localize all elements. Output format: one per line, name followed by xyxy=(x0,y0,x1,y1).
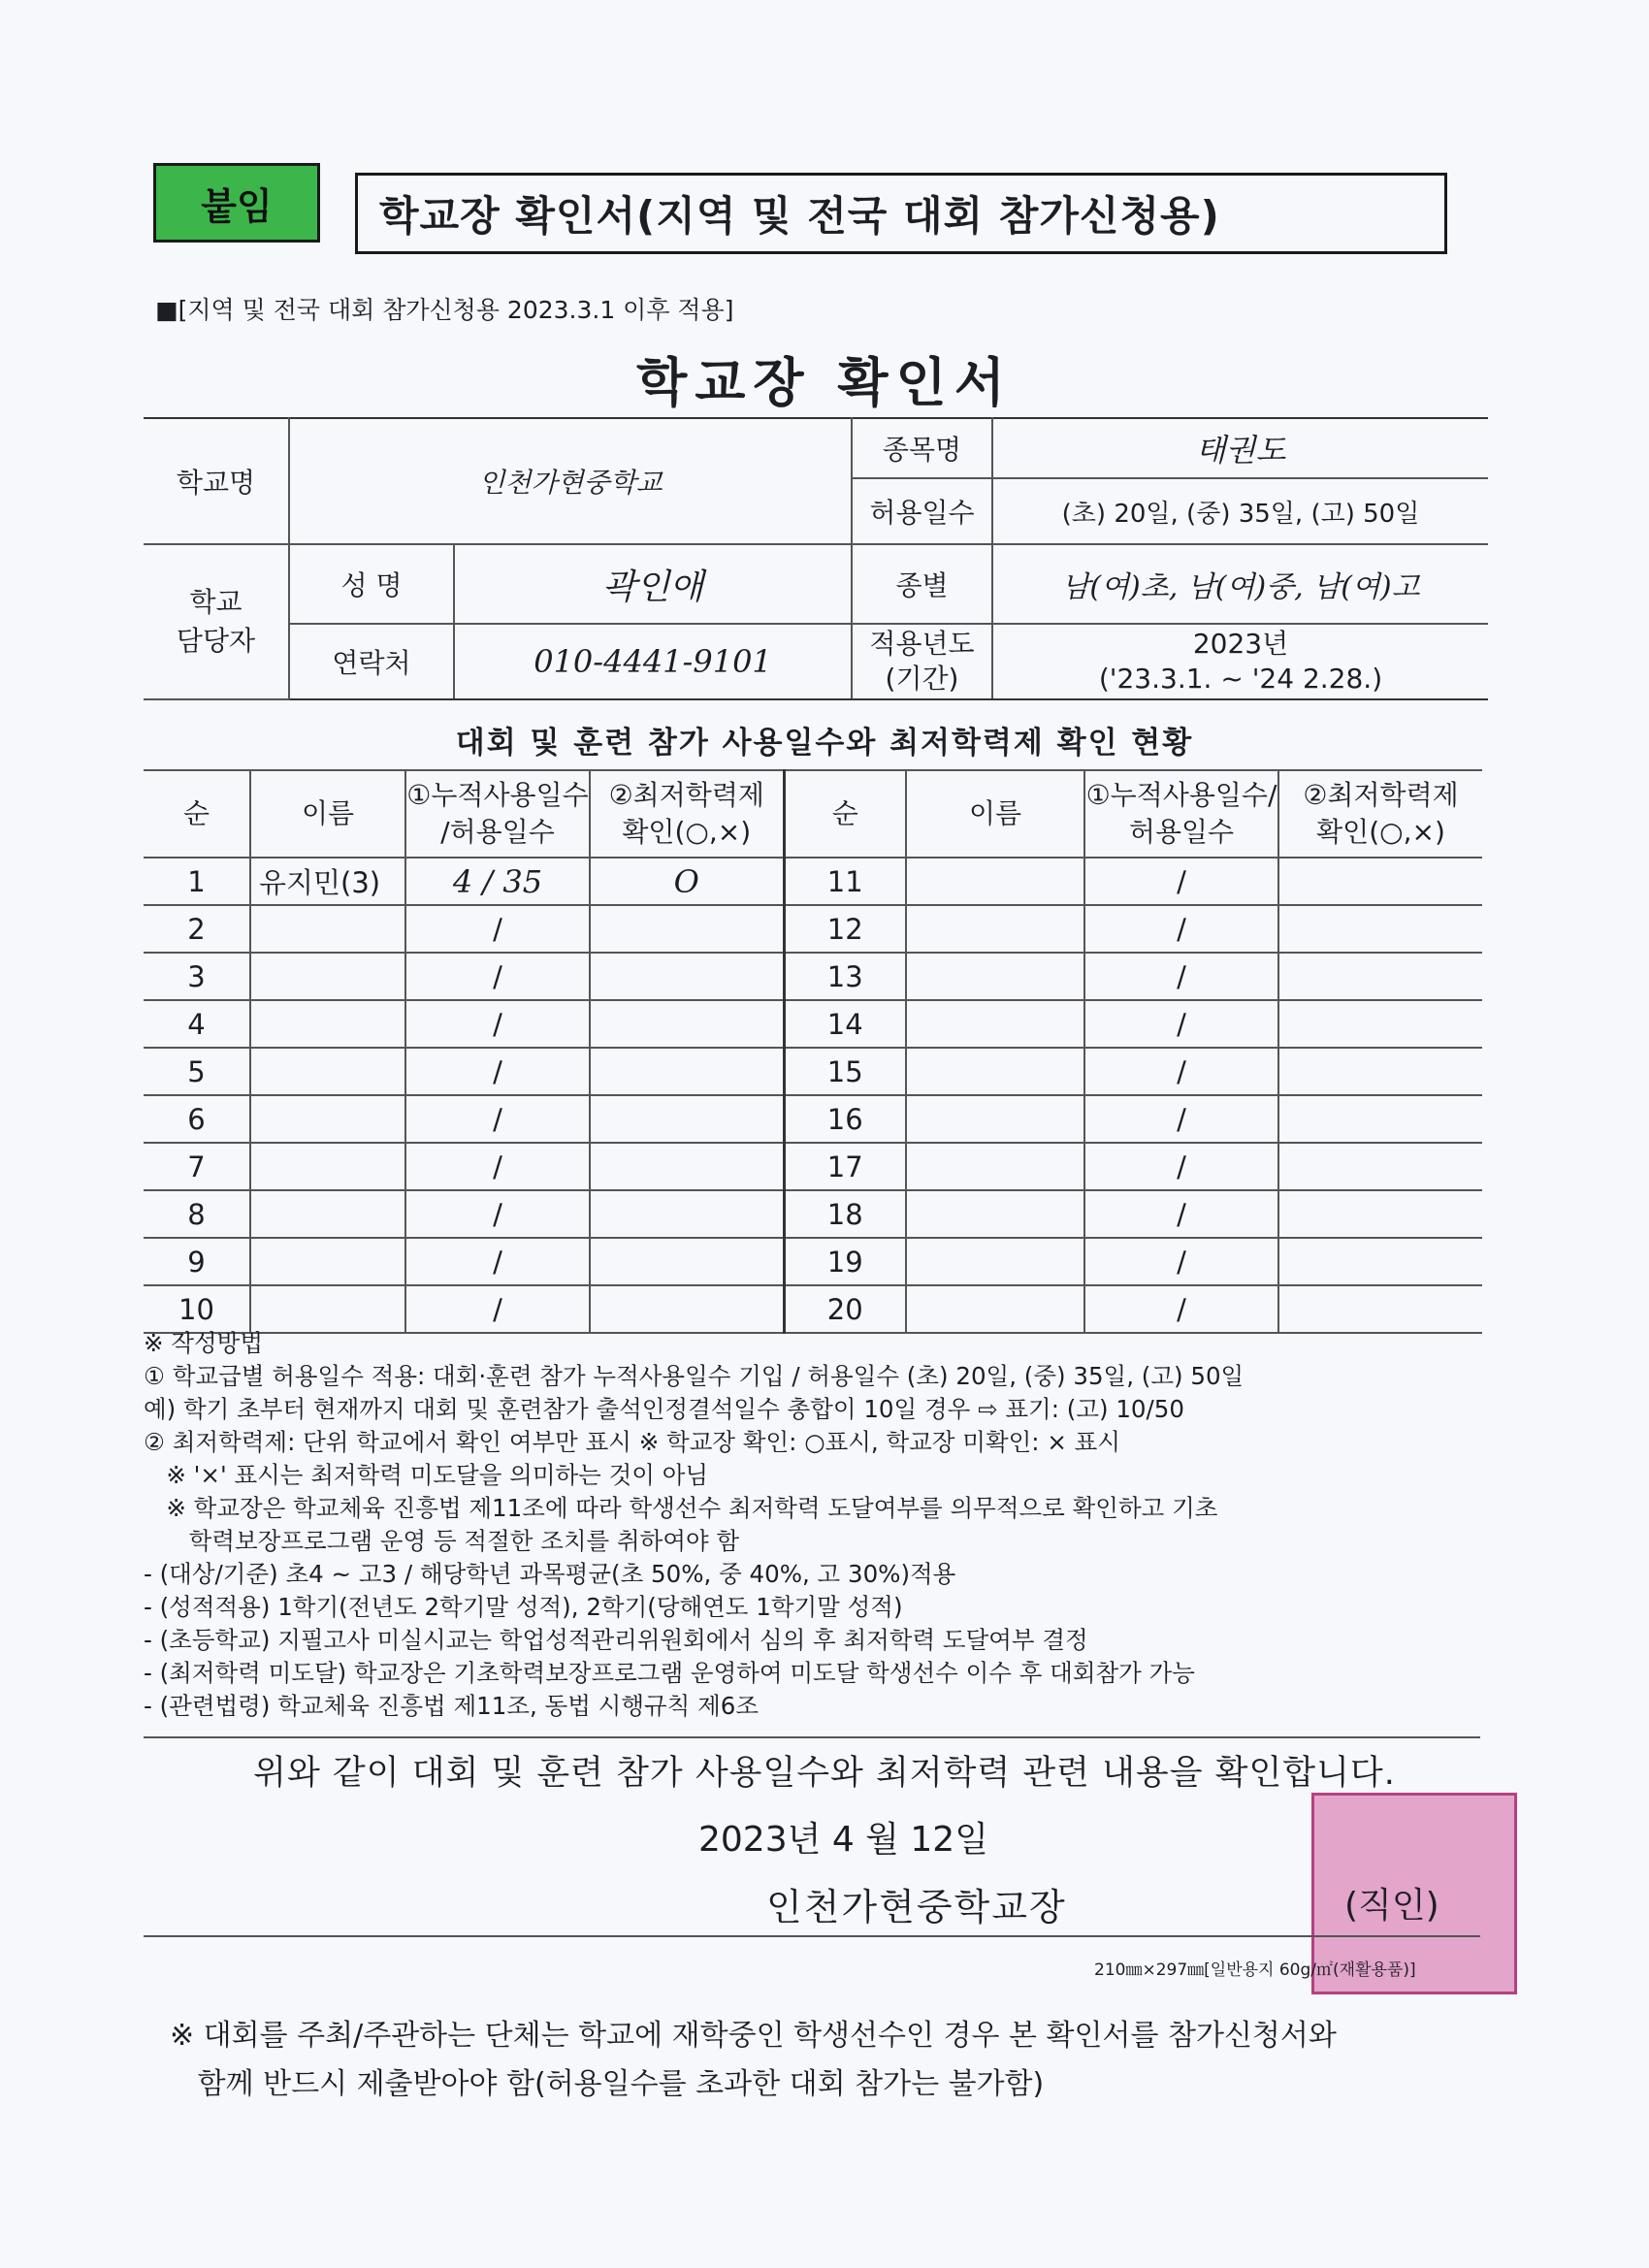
year-period: ('23.3.1. ~ '24 2.28.) xyxy=(1098,663,1383,695)
row-no: 3 xyxy=(144,953,250,1000)
row-days: / xyxy=(405,1190,590,1238)
row-name xyxy=(906,1143,1084,1190)
note-line: - (대상/기준) 초4 ~ 고3 / 해당학년 과목평균(초 50%, 중 40%, 고 30%)적용 xyxy=(144,1560,956,1588)
row-no: 13 xyxy=(784,953,906,1000)
row-days: / xyxy=(405,1000,590,1048)
row-days: / xyxy=(405,1143,590,1190)
row-name xyxy=(906,858,1084,905)
contact-label: 연락처 xyxy=(289,624,454,699)
row-days: 4 / 35 xyxy=(405,858,590,905)
row-no: 20 xyxy=(784,1285,906,1333)
row-days: / xyxy=(1084,1000,1278,1048)
note-line: ① 학교급별 허용일수 적용: 대회·훈련 참가 누적사용일수 기입 / 허용일수 (초) 20일, (중) 35일, (고) 50일 xyxy=(144,1362,1245,1390)
year-value: 2023년 xyxy=(1192,628,1289,660)
row-no: 1 xyxy=(144,858,250,905)
row-name xyxy=(906,1048,1084,1095)
col-name-header: 이름 xyxy=(250,770,405,858)
col-no-header: 순 xyxy=(144,770,250,858)
note-line: - (초등학교) 지필고사 미실시교는 학업성적관리위원회에서 심의 후 최저학력 도달여부 결정 xyxy=(144,1626,1088,1654)
row-name xyxy=(250,1095,405,1143)
row-name xyxy=(906,1238,1084,1285)
row-name xyxy=(906,1190,1084,1238)
row-no: 9 xyxy=(144,1238,250,1285)
row-check xyxy=(590,905,784,953)
row-no: 11 xyxy=(784,858,906,905)
row-check xyxy=(1278,953,1482,1000)
row-name xyxy=(250,1143,405,1190)
row-days: / xyxy=(1084,1238,1278,1285)
row-check xyxy=(1278,1143,1482,1190)
col-days-header: ①누적사용일수 /허용일수 xyxy=(405,770,590,858)
table-row xyxy=(144,1143,1482,1190)
row-no: 19 xyxy=(784,1238,906,1285)
table-row xyxy=(144,1000,1482,1048)
row-check xyxy=(1278,1095,1482,1143)
row-days: / xyxy=(405,1285,590,1333)
row-days: / xyxy=(1084,1285,1278,1333)
table-row xyxy=(144,953,1482,1000)
row-no: 18 xyxy=(784,1190,906,1238)
row-name xyxy=(906,1285,1084,1333)
row-name xyxy=(250,905,405,953)
seal-label: (직인) xyxy=(1344,1886,1439,1926)
row-no: 5 xyxy=(144,1048,250,1095)
manager-name-label: 성 명 xyxy=(289,544,454,624)
row-no: 10 xyxy=(144,1285,250,1333)
row-days: / xyxy=(405,1048,590,1095)
col-days-header: ①누적사용일수/ 허용일수 xyxy=(1084,770,1278,858)
col-check-header: ②최저학력제 확인(○,×) xyxy=(590,770,784,858)
row-check xyxy=(590,1238,784,1285)
row-name xyxy=(906,1000,1084,1048)
note-line: 학력보장프로그램 운영 등 적절한 조치를 취하여야 함 xyxy=(144,1527,740,1555)
col-check-header: ②최저학력제 확인(○,×) xyxy=(1278,770,1482,858)
row-no: 7 xyxy=(144,1143,250,1190)
allowed-days-label: 허용일수 xyxy=(852,478,992,544)
row-check xyxy=(1278,1285,1482,1333)
status-table xyxy=(144,769,1482,1334)
row-check xyxy=(590,1143,784,1190)
row-no: 16 xyxy=(784,1095,906,1143)
note-line: ② 최저학력제: 단위 학교에서 확인 여부만 표시 ※ 학교장 확인: ○표시, 학교장 미확인: × 표시 xyxy=(144,1428,1120,1456)
note-line: - (성적적용) 1학기(전년도 2학기말 성적), 2학기(당해연도 1학기말 성적) xyxy=(144,1593,903,1621)
row-name xyxy=(250,1048,405,1095)
allowed-days-value: (초) 20일, (중) 35일, (고) 50일 xyxy=(992,478,1488,544)
attachment-badge: 붙임 xyxy=(153,163,320,243)
row-check xyxy=(1278,1048,1482,1095)
row-check xyxy=(1278,1190,1482,1238)
table-row xyxy=(144,1048,1482,1095)
row-no: 4 xyxy=(144,1000,250,1048)
table-row xyxy=(144,905,1482,953)
applicability-note: ■[지역 및 전국 대회 참가신청용 2023.3.1 이후 적용] xyxy=(155,296,734,324)
row-days: / xyxy=(405,1238,590,1285)
row-check xyxy=(590,1285,784,1333)
table-row xyxy=(144,1238,1482,1285)
row-days: / xyxy=(1084,1143,1278,1190)
row-days: / xyxy=(1084,1190,1278,1238)
row-no: 12 xyxy=(784,905,906,953)
note-line: 예) 학기 초부터 현재까지 대회 및 훈련참가 출석인정결석일수 총합이 10일 경우 ⇨ 표기: (고) 10/50 xyxy=(144,1395,1184,1423)
row-no: 6 xyxy=(144,1095,250,1143)
note-line: ※ 학교장은 학교체육 진흥법 제11조에 따라 학생선수 최저학력 도달여부를 의무적으로 확인하고 기초 xyxy=(144,1494,1218,1522)
row-name xyxy=(906,953,1084,1000)
division-label: 종별 xyxy=(852,544,992,624)
note-line: ※ '×' 표시는 최저학력 미도달을 의미하는 것이 아님 xyxy=(144,1461,709,1489)
document-title: 학교장 확인서 xyxy=(636,352,1013,413)
status-header-row xyxy=(144,770,1482,858)
school-name-value: 인천가현중학교 xyxy=(289,418,852,544)
manager-name-value: 곽인애 xyxy=(454,544,852,624)
row-check xyxy=(590,1095,784,1143)
row-name xyxy=(906,905,1084,953)
row-name: 유지민(3) xyxy=(250,858,405,905)
row-check xyxy=(590,1048,784,1095)
form-header-title: 학교장 확인서(지역 및 전국 대회 참가신청용) xyxy=(355,173,1447,254)
sport-label: 종목명 xyxy=(852,418,992,478)
note-line: - (최저학력 미도달) 학교장은 기초학력보장프로그램 운영하여 미도달 학생선수 이수 후 대회참가 가능 xyxy=(144,1659,1195,1687)
footer-note xyxy=(170,2012,1508,2109)
manager-label: 학교 담당자 xyxy=(144,544,289,699)
footer-line: ※ 대회를 주최/주관하는 단체는 학교에 재학중인 학생선수인 경우 본 확인서를 참가신청서와 xyxy=(170,2019,1337,2053)
row-name xyxy=(906,1095,1084,1143)
row-days: / xyxy=(1084,905,1278,953)
principal-title: 인천가현중학교장 xyxy=(766,1886,1067,1928)
row-check xyxy=(1278,1000,1482,1048)
row-name xyxy=(250,1000,405,1048)
row-name xyxy=(250,1238,405,1285)
row-days: / xyxy=(405,905,590,953)
sport-value: 태권도 xyxy=(992,418,1488,478)
footer-line: 함께 반드시 제출받아야 함(허용일수를 초과한 대회 참가는 불가함) xyxy=(170,2067,1045,2101)
row-check xyxy=(1278,1238,1482,1285)
col-no-header: 순 xyxy=(784,770,906,858)
col-name-header: 이름 xyxy=(906,770,1084,858)
row-no: 17 xyxy=(784,1143,906,1190)
row-no: 2 xyxy=(144,905,250,953)
paper-spec: 210㎜×297㎜[일반용지 60g/㎡(재활용품)] xyxy=(1094,1960,1416,1980)
row-days: / xyxy=(405,1095,590,1143)
school-info-table xyxy=(144,417,1488,700)
row-check xyxy=(590,1190,784,1238)
row-check xyxy=(590,1000,784,1048)
row-days: / xyxy=(1084,1048,1278,1095)
confirmation-statement: 위와 같이 대회 및 훈련 참가 사용일수와 최저학력 관련 내용을 확인합니다. xyxy=(253,1754,1396,1793)
year-label: 적용년도 (기간) xyxy=(852,624,992,699)
row-check: O xyxy=(590,858,784,905)
row-no: 8 xyxy=(144,1190,250,1238)
table-row xyxy=(144,1095,1482,1143)
row-days: / xyxy=(1084,953,1278,1000)
school-name-label: 학교명 xyxy=(144,418,289,544)
row-no: 14 xyxy=(784,1000,906,1048)
row-days: / xyxy=(405,953,590,1000)
table-row xyxy=(144,1190,1482,1238)
row-days: / xyxy=(1084,858,1278,905)
status-section-title: 대회 및 훈련 참가 사용일수와 최저학력제 확인 현황 xyxy=(455,726,1194,761)
row-check xyxy=(1278,905,1482,953)
row-name xyxy=(250,1190,405,1238)
year-cell xyxy=(992,624,1488,699)
divider xyxy=(144,1935,1480,1937)
note-line: - (관련법령) 학교체육 진흥법 제11조, 동법 시행규칙 제6조 xyxy=(144,1692,760,1720)
row-no: 15 xyxy=(784,1048,906,1095)
contact-value: 010-4441-9101 xyxy=(454,624,852,699)
note-line: ※ 작성방법 xyxy=(144,1329,263,1357)
table-row xyxy=(144,1285,1482,1333)
row-name xyxy=(250,953,405,1000)
table-row xyxy=(144,858,1482,905)
row-check xyxy=(1278,858,1482,905)
row-name xyxy=(250,1285,405,1333)
writing-instructions xyxy=(144,1327,1492,1723)
row-days: / xyxy=(1084,1095,1278,1143)
divider xyxy=(144,1736,1480,1738)
confirmation-date: 2023년 4 월 12일 xyxy=(698,1820,988,1860)
division-value: 남(여)초, 남(여)중, 남(여)고 xyxy=(992,544,1488,624)
row-check xyxy=(590,953,784,1000)
